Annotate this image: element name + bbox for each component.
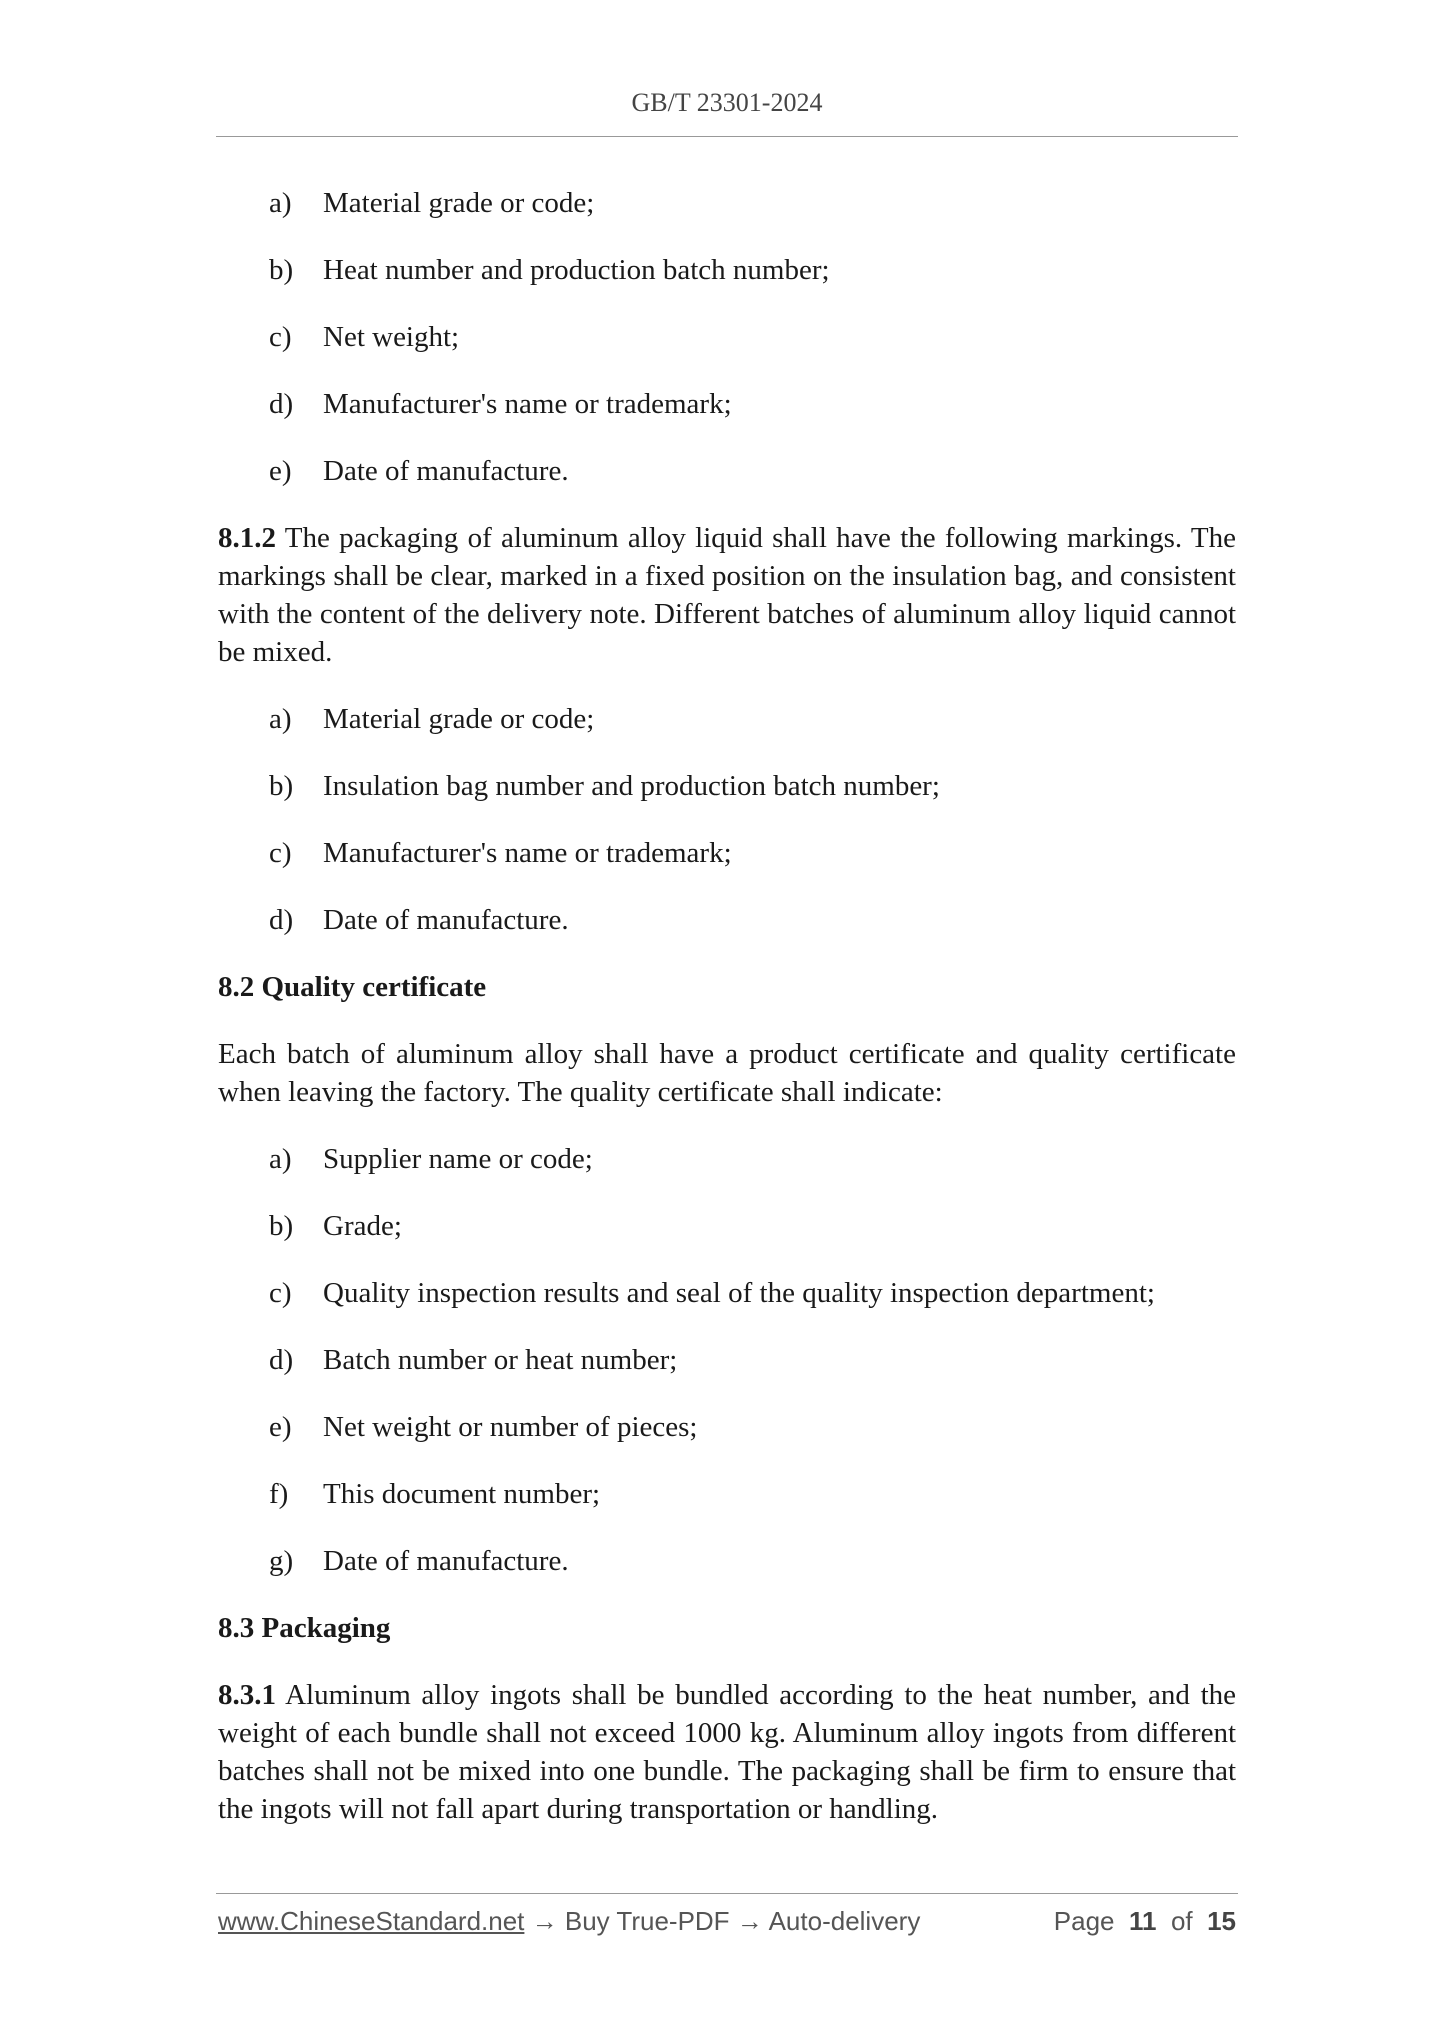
of-word: of bbox=[1170, 1906, 1193, 1936]
clause-number: 8.1.2 bbox=[218, 522, 276, 554]
list-text: Date of manufacture. bbox=[323, 904, 569, 936]
list-text: Batch number or heat number; bbox=[323, 1344, 678, 1376]
document-body bbox=[218, 184, 1236, 1857]
list-text: Net weight; bbox=[323, 321, 460, 353]
list-label: e) bbox=[269, 1411, 292, 1443]
list-item-liquid-c bbox=[218, 834, 1236, 872]
page-number: 11 bbox=[1128, 1906, 1157, 1936]
list-label: d) bbox=[269, 904, 294, 936]
list-label: e) bbox=[269, 455, 292, 487]
header-rule bbox=[216, 136, 1238, 137]
website-link[interactable]: www.ChineseStandard.net bbox=[218, 1906, 525, 1936]
list-item-liquid-a bbox=[218, 700, 1236, 738]
list-label: c) bbox=[269, 837, 292, 869]
page-indicator bbox=[1054, 1906, 1236, 1937]
list-item-certificate-b bbox=[218, 1207, 1236, 1245]
list-item-marking-c bbox=[218, 318, 1236, 356]
list-label: d) bbox=[269, 388, 294, 420]
footer-rule bbox=[216, 1893, 1238, 1894]
list-text: Date of manufacture. bbox=[323, 1545, 569, 1577]
list-text: Manufacturer's name or trademark; bbox=[323, 837, 732, 869]
page-total: 15 bbox=[1207, 1906, 1236, 1936]
buy-pdf-text: Buy True-PDF bbox=[564, 1906, 730, 1936]
page-footer bbox=[218, 1906, 1236, 1937]
list-text: Material grade or code; bbox=[323, 187, 595, 219]
list-item-certificate-d bbox=[218, 1341, 1236, 1379]
list-item-marking-b bbox=[218, 251, 1236, 289]
list-text: Insulation bag number and production batch number; bbox=[323, 770, 940, 802]
list-label: a) bbox=[269, 703, 292, 735]
clause-number: 8.3.1 bbox=[218, 1679, 276, 1711]
list-text: Material grade or code; bbox=[323, 703, 595, 735]
list-text: Heat number and production batch number; bbox=[323, 254, 830, 286]
page-word: Page bbox=[1053, 1906, 1115, 1936]
list-label: a) bbox=[269, 1143, 292, 1175]
list-label: c) bbox=[269, 321, 292, 353]
arrow-right-icon: → bbox=[729, 1906, 769, 1936]
section-8-2-paragraph: Each batch of aluminum alloy shall have a product certificate and quality certificate when leaving the factory. The quality certificate shall indicate: bbox=[218, 1038, 1236, 1108]
list-label: d) bbox=[269, 1344, 294, 1376]
list-item-certificate-c bbox=[218, 1274, 1236, 1312]
section-heading-8-3: 8.3 Packaging bbox=[218, 1612, 391, 1644]
list-label: b) bbox=[269, 1210, 294, 1242]
list-label: a) bbox=[269, 187, 292, 219]
list-item-certificate-f bbox=[218, 1475, 1236, 1513]
list-item-marking-a bbox=[218, 184, 1236, 222]
list-item-certificate-a bbox=[218, 1140, 1236, 1178]
list-label: b) bbox=[269, 770, 294, 802]
clause-8-1-2 bbox=[218, 519, 1236, 671]
list-item-liquid-b bbox=[218, 767, 1236, 805]
list-label: f) bbox=[269, 1478, 289, 1510]
clause-text: Aluminum alloy ingots shall be bundled according to the heat number, and the weight of each bundle shall not exceed 1000 kg. Aluminum alloy ingots from different batches shall not be mixed into one bundle. The packaging shall be firm to ensure that the ingots will not fall apart during transportation or handling. bbox=[218, 1679, 1236, 1825]
list-item-liquid-d bbox=[218, 901, 1236, 939]
list-text: Net weight or number of pieces; bbox=[323, 1411, 698, 1443]
list-item-certificate-g bbox=[218, 1542, 1236, 1580]
auto-delivery-text: Auto-delivery bbox=[768, 1906, 921, 1936]
list-item-marking-d bbox=[218, 385, 1236, 423]
list-item-marking-e bbox=[218, 452, 1236, 490]
arrow-right-icon: → bbox=[524, 1906, 565, 1936]
list-label: b) bbox=[269, 254, 294, 286]
list-text: Quality inspection results and seal of the quality inspection department; bbox=[323, 1277, 1155, 1309]
list-item-certificate-e bbox=[218, 1408, 1236, 1446]
section-heading-8-2: 8.2 Quality certificate bbox=[218, 971, 487, 1003]
footer-links bbox=[218, 1906, 920, 1937]
list-text: Manufacturer's name or trademark; bbox=[323, 388, 732, 420]
list-label: g) bbox=[269, 1545, 294, 1577]
list-text: This document number; bbox=[323, 1478, 601, 1510]
list-label: c) bbox=[269, 1277, 292, 1309]
clause-text: The packaging of aluminum alloy liquid shall have the following markings. The markings shall be clear, marked in a fixed position on the insulation bag, and consistent with the content of the delivery note. Different batches of aluminum alloy liquid cannot be mixed. bbox=[218, 522, 1236, 668]
clause-8-3-1 bbox=[218, 1676, 1236, 1828]
list-text: Date of manufacture. bbox=[323, 455, 569, 487]
running-header: GB/T 23301-2024 bbox=[631, 88, 823, 117]
list-text: Grade; bbox=[323, 1210, 402, 1242]
list-text: Supplier name or code; bbox=[323, 1143, 593, 1175]
